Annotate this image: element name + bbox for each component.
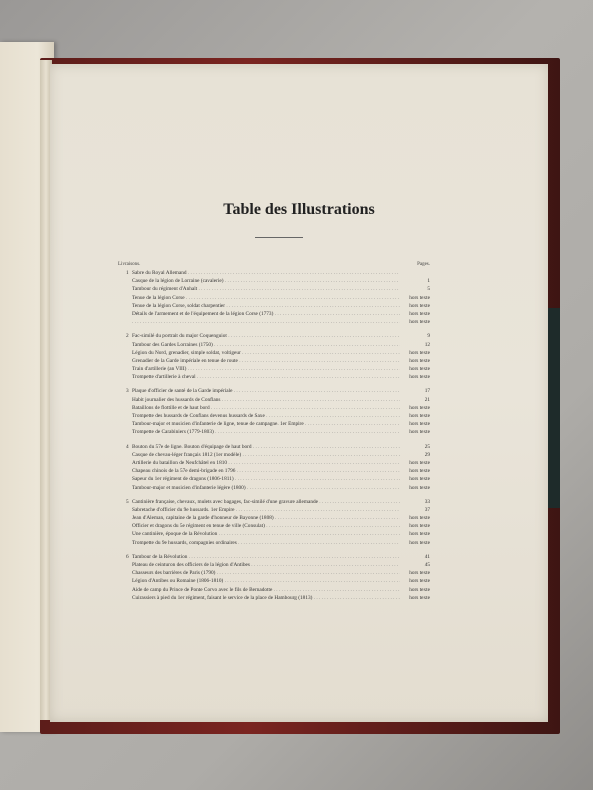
entry-page: hors texte: [409, 413, 430, 419]
entry-title: Tambour de la Révolution . . .: [132, 553, 400, 561]
entry-title: Jean d'Aleman, capitaine de la garde d'honneur de Bayonne (1808) . . .: [132, 514, 400, 522]
toc-group: [118, 332, 430, 381]
entry-title: Détails de l'armement et de l'équipement de la légion Corse (1773) . . .: [132, 310, 400, 318]
toc-entry: [118, 467, 430, 475]
entry-title: Trompette du 9e hussards, compagnies ordinaires . . .: [132, 539, 400, 547]
header-left: Livraisons.: [118, 262, 141, 267]
entry-title: Cantinière française, chevaux, mulets avec bagages, fac-similé d'une gravure allemande . . .: [132, 498, 400, 506]
entry-page: hors texte: [409, 539, 430, 546]
toc-entry: [118, 522, 430, 530]
toc-entry: [118, 586, 430, 594]
entry-page: 12: [424, 341, 430, 348]
toc-entry: [118, 277, 430, 285]
toc-entry: [118, 285, 430, 293]
entry-title: Plateau de ceinturon des officiers de la légion d'Antibes . . .: [132, 561, 400, 569]
toc-entry: [118, 269, 430, 277]
toc-group: [118, 498, 430, 547]
entry-title: Trompette de Carabiniers (1779-1803) . . .: [132, 428, 400, 436]
toc-entry: [118, 332, 430, 340]
toc-entry: [118, 420, 430, 428]
header-right: Pages.: [417, 262, 430, 267]
livraison-number: 5: [126, 498, 129, 505]
entry-page: 1: [427, 278, 430, 285]
toc-entry: [118, 412, 430, 420]
toc-entry: [118, 484, 430, 492]
entry-page: hors texte: [409, 468, 430, 475]
toc-entry: [118, 310, 430, 318]
entry-page: 29: [424, 451, 430, 458]
cover-edge: [548, 308, 560, 508]
entry-title: Légion d'Antibes ou Romaine (1806-1810) . . .: [132, 577, 400, 585]
toc-entry: [118, 396, 430, 404]
entry-title: Habit journalier des hussards de Conflans . . .: [132, 396, 400, 404]
toc-header: [118, 262, 430, 267]
title-rule: [255, 237, 303, 238]
entry-page: hors texte: [409, 349, 430, 356]
entry-page: 33: [424, 498, 430, 505]
entry-title: Bouton du 57e de ligne. Bouton d'équipage de haut bord . . .: [132, 443, 400, 451]
toc-entry: [118, 357, 430, 365]
entry-title: Bataillons de flottille et de haut bord . . .: [132, 404, 400, 412]
toc-entry: [118, 451, 430, 459]
entry-title: Casque de la légion de Lorraine (cavalerie) . . .: [132, 277, 400, 285]
entry-title: Grenadier de la Garde impériale en tenue de route . . .: [132, 357, 400, 365]
entry-page: hors texte: [409, 586, 430, 593]
toc-group: [118, 269, 430, 326]
toc-entry: [118, 294, 430, 302]
book-page: [50, 64, 548, 722]
toc-entry: [118, 530, 430, 538]
toc-entry: [118, 341, 430, 349]
entry-page: hors texte: [409, 484, 430, 491]
entry-page: hors texte: [409, 357, 430, 364]
entry-title: Sabretache d'officier du 9e hussards. 1er Empire . . .: [132, 506, 400, 514]
livraison-number: 3: [126, 388, 129, 395]
entry-page: hors texte: [409, 374, 430, 381]
entry-page: hors texte: [409, 294, 430, 301]
toc-entry: [118, 498, 430, 506]
entry-title: Tambour-major et musicien d'infanterie de ligne, tenue de campagne. 1er Empire . . .: [132, 420, 400, 428]
entry-title: Tenue de la légion Corse, soldat charpentier . . .: [132, 302, 400, 310]
entry-page: hors texte: [409, 531, 430, 538]
entry-title: Plaque d'officier de santé de la Garde impériale . . .: [132, 387, 400, 395]
entry-title: Trompette d'artillerie à cheval . . .: [132, 373, 400, 381]
toc-group: [118, 387, 430, 436]
entry-title: Tambour des Gardes Lorraines (1750) . . .: [132, 341, 400, 349]
entry-title: Artillerie du bataillon de Neufchâtel en 1810 . . .: [132, 459, 400, 467]
entry-page: hors texte: [409, 310, 430, 317]
toc-entry: [118, 553, 430, 561]
entry-page: 5: [427, 286, 430, 293]
entry-title: Fac-similé du portrait du major Coquenguiot . . .: [132, 332, 400, 340]
livraison-number: 4: [126, 443, 129, 450]
entry-page: hors texte: [409, 366, 430, 373]
entry-title: Tambour-major et musicien d'infanterie légère (1800) . . .: [132, 484, 400, 492]
toc-entry: [118, 577, 430, 585]
toc-entry: [118, 594, 430, 602]
entry-page: 41: [424, 553, 430, 560]
toc-entry: [118, 569, 430, 577]
toc-entry: [118, 404, 430, 412]
entry-page: hors texte: [409, 578, 430, 585]
toc-entry: [118, 443, 430, 451]
livraison-number: 2: [126, 333, 129, 340]
toc-entry: [118, 302, 430, 310]
entry-page: 9: [427, 333, 430, 340]
entry-page: 17: [424, 388, 430, 395]
toc-entry: [118, 373, 430, 381]
entry-page: hors texte: [409, 523, 430, 530]
toc-entry: [118, 539, 430, 547]
entry-title: Casque de chevau-léger français 1812 (1er modèle) . . .: [132, 451, 400, 459]
toc-entry: [118, 514, 430, 522]
entry-page: hors texte: [409, 429, 430, 436]
toc-entry: [118, 365, 430, 373]
livraison-number: 1: [126, 270, 129, 276]
entry-title: Cuirassiers à pied du 1er régiment, faisant le service de la place de Hambourg (1813) . . .: [132, 594, 400, 602]
page-title: Table des Illustrations: [223, 201, 375, 218]
toc-list: [118, 269, 430, 608]
toc-entry: [118, 506, 430, 514]
entry-page: hors texte: [409, 421, 430, 428]
entry-title: Sabre du Royal Allemand . . .: [132, 269, 400, 277]
entry-title: Une cantinière, époque de la Révolution . . .: [132, 530, 400, 538]
entry-page: hors texte: [409, 319, 430, 326]
entry-title: Chasseurs des barrières de Paris (1790) . . .: [132, 569, 400, 577]
entry-page: 37: [424, 506, 430, 513]
toc-entry: [118, 561, 430, 569]
entry-page: hors texte: [409, 570, 430, 577]
toc-entry: [118, 459, 430, 467]
entry-title: Officier et dragons du 5e régiment en tenue de ville (Consulat) . . .: [132, 522, 400, 530]
entry-title: Tenue de la légion Corse . . .: [132, 294, 400, 302]
toc-entry: [118, 349, 430, 357]
entry-page: 45: [424, 562, 430, 568]
toc-group: [118, 553, 430, 602]
entry-title: Tambour du régiment d'Anhalt . . .: [132, 285, 400, 293]
toc-group: [118, 443, 430, 492]
entry-title: Trompette des hussards de Conflans devenus hussards de Saxe . . .: [132, 412, 400, 420]
toc-entry: [118, 387, 430, 395]
entry-title: Train d'artillerie (an VIII) . . .: [132, 365, 400, 373]
entry-page: hors texte: [409, 404, 430, 411]
entry-title: [132, 318, 400, 326]
entry-page: 25: [424, 443, 430, 450]
toc-entry: [118, 475, 430, 483]
entry-title: Aide de camp du Prince de Ponte Corvo avec le fils de Bernadotte . . .: [132, 586, 400, 594]
entry-title: Sapeur du 1er régiment de dragons (1806-1811) . . .: [132, 475, 400, 483]
entry-title: Légion du Nord, grenadier, simple soldat, voltigeur . . .: [132, 349, 400, 357]
entry-page: hors texte: [409, 476, 430, 483]
livraison-number: 6: [126, 553, 129, 560]
entry-title: Chapeau chinois de la 57e demi-brigade en 1796 . . .: [132, 467, 400, 475]
entry-page: hors texte: [409, 515, 430, 522]
entry-page: hors texte: [409, 302, 430, 309]
entry-page: hors texte: [409, 459, 430, 466]
entry-page: hors texte: [409, 594, 430, 601]
entry-page: 21: [424, 396, 430, 403]
toc-entry: [118, 318, 430, 326]
toc-entry: [118, 428, 430, 436]
